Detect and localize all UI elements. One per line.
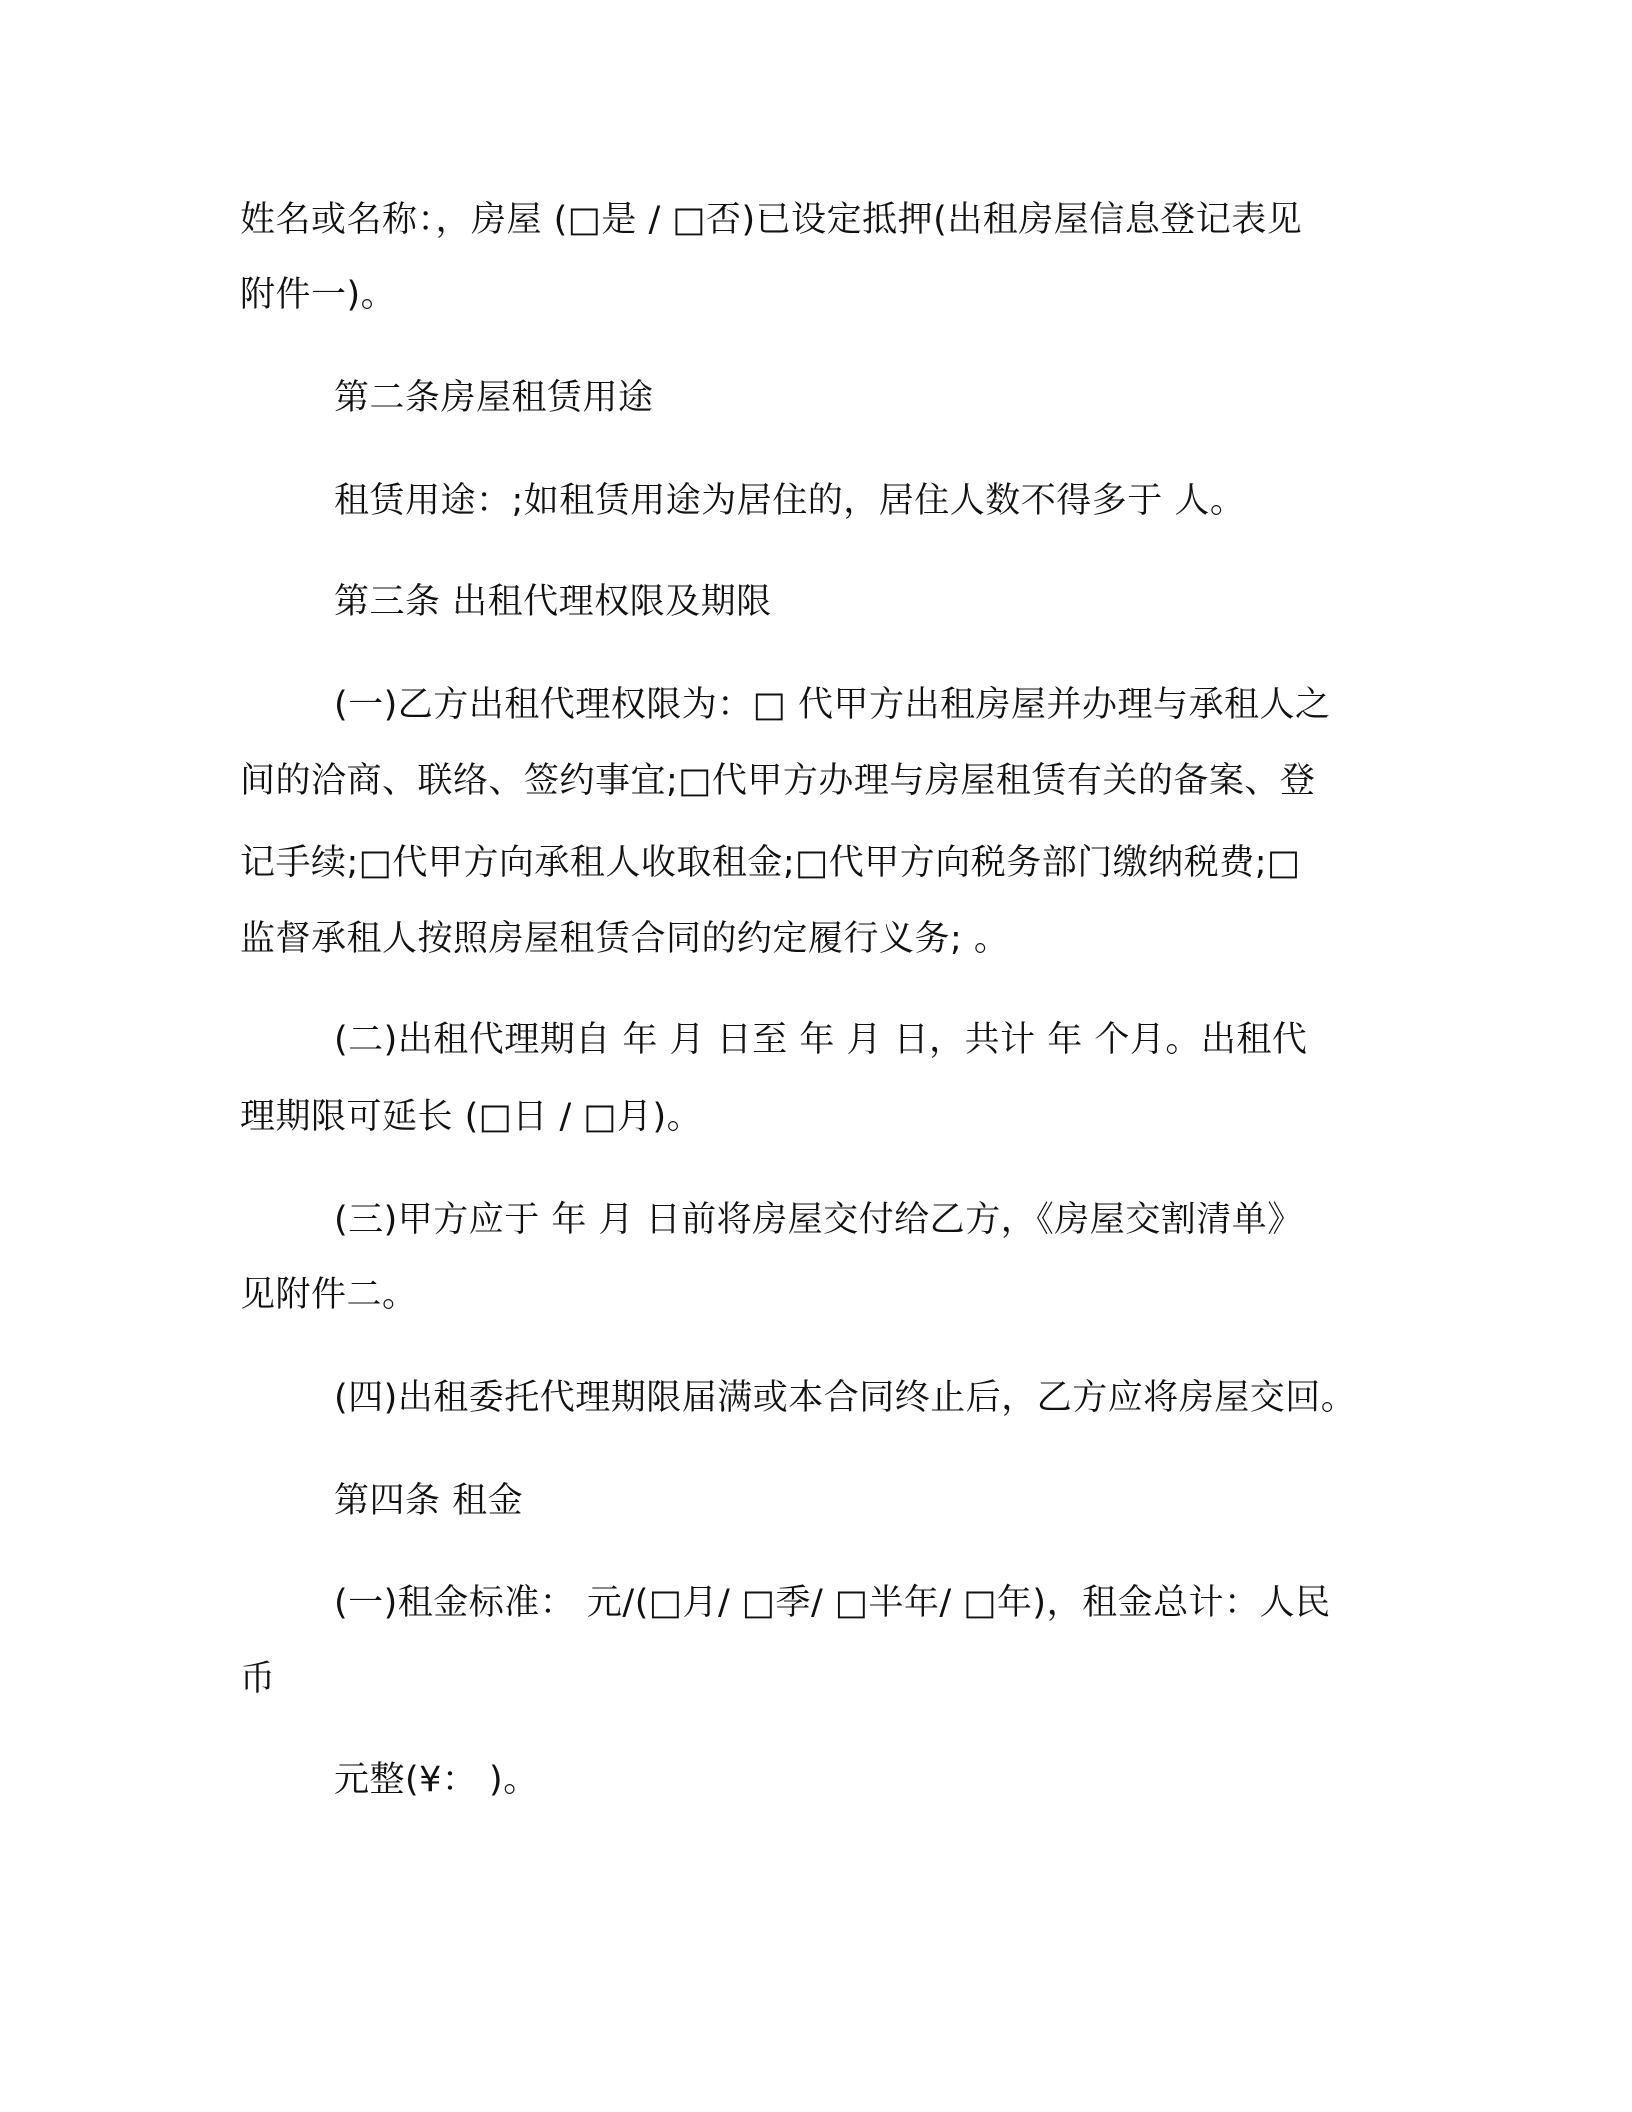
clause-4-1-line-3: 元整(¥： )。	[334, 1760, 539, 1800]
clause-3-4: (四)出租委托代理期限届满或本合同终止后，乙方应将房屋交回。	[334, 1378, 1357, 1418]
clause-3-1-line-4: 监督承租人按照房屋租赁合同的约定履行义务; 。	[240, 919, 1010, 959]
section-heading-article-3: 第三条 出租代理权限及期限	[334, 582, 772, 622]
clause-3-2-line-2: 理期限可延长 (□日 / □月)。	[240, 1097, 703, 1137]
clause-4-1-line-2: 币	[240, 1659, 276, 1699]
body-line-mortgage: 姓名或名称：，房屋 (□是 / □否)已设定抵押(出租房屋信息登记表见	[240, 200, 1303, 240]
clause-4-1-line-1: (一)租金标准： 元/(□月/ □季/ □半年/ □年)，租金总计：人民	[334, 1583, 1331, 1623]
body-line-usage: 租赁用途：;如租赁用途为居住的，居住人数不得多于 人。	[334, 481, 1246, 521]
section-heading-article-4: 第四条 租金	[334, 1481, 524, 1521]
section-heading-article-2: 第二条房屋租赁用途	[334, 378, 654, 418]
clause-3-3-line-1: (三)甲方应于 年 月 日前将房屋交付给乙方，《房屋交割清单》	[334, 1200, 1303, 1240]
clause-3-1-line-2: 间的洽商、联络、签约事宜;□代甲方办理与房屋租赁有关的备案、登	[240, 761, 1316, 801]
clause-3-1-line-1: (一)乙方出租代理权限为：□ 代甲方出租房屋并办理与承租人之	[334, 685, 1331, 725]
body-line-mortgage-cont: 附件一)。	[240, 275, 397, 315]
clause-3-2-line-1: (二)出租代理期自 年 月 日至 年 月 日，共计 年 个月。出租代	[334, 1020, 1308, 1060]
clause-3-3-line-2: 见附件二。	[240, 1275, 418, 1315]
clause-3-1-line-3: 记手续;□代甲方向承租人收取租金;□代甲方向税务部门缴纳税费;□	[240, 843, 1301, 883]
